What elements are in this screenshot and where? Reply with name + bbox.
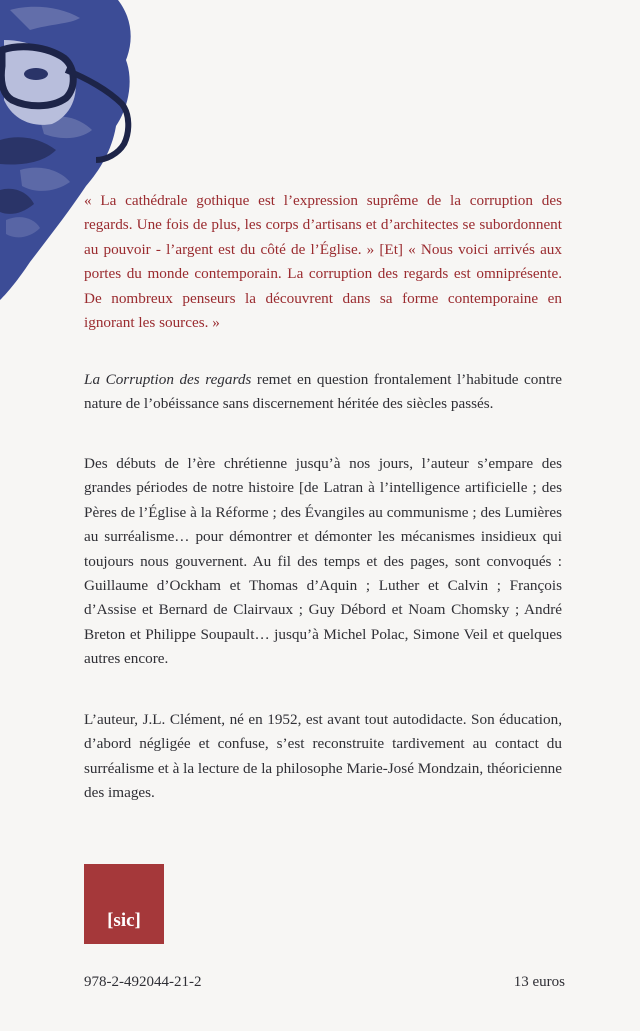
publisher-logo-text: [sic] (107, 910, 141, 931)
isbn: 978-2-492044-21-2 (84, 974, 202, 990)
paragraph-intro (84, 368, 562, 417)
quote-block: « La cathédrale gothique est l’expression suprême de la corruption des regards. Une fois de plus, les corps d’artisans et d’architectes se subordonnent au pouvoir - l’argent est du côté de l’Église. » [Et] « Nous voici arrivés aux portes du monde contemporain. La corruption des regards est omniprésente. De nombreux penseurs la découvrent dans sa forme contemporaine en ignorant les sources. » (84, 192, 562, 332)
publisher-logo (84, 864, 164, 944)
paragraph-summary: Des débuts de l’ère chrétienne jusqu’à nos jours, l’auteur s’empare des grandes périodes de notre histoire [de Latran à l’intelligence artificielle ; des Pères de l’Église à la Réforme ; des Évangiles au communisme ; des Lumières au surréalisme… pour démontrer et démonter les mécanismes insidieux qui toujours nous gouvernent. Au fil des temps et des pages, sont convoqués : Guillaume d’Ockham et Thomas d’Aquin ; Luther et Calvin ; François d’Assise et Bernard de Clairvaux ; Guy Débord et Noam Chomsky ; André Breton et Philippe Soupault… jusqu’à Michel Polac, Simone Veil et quelques autres encore. (84, 455, 562, 668)
paragraph-author-bio: L’auteur, J.L. Clément, né en 1952, est avant tout autodidacte. Son éducation, d’abord négligée et confuse, s’est reconstruite tardivement au contact du surréalisme et à la lecture de la philosophe Marie-José Mondzain, théoricienne des images. (84, 711, 562, 802)
paragraph-intro-text: remet en question frontalement l’habitude contre nature de l’obéissance sans discernement héritée des siècles passés. (84, 371, 562, 413)
price: 13 euros (513, 974, 565, 990)
book-title: La Corruption des regards (84, 371, 252, 388)
